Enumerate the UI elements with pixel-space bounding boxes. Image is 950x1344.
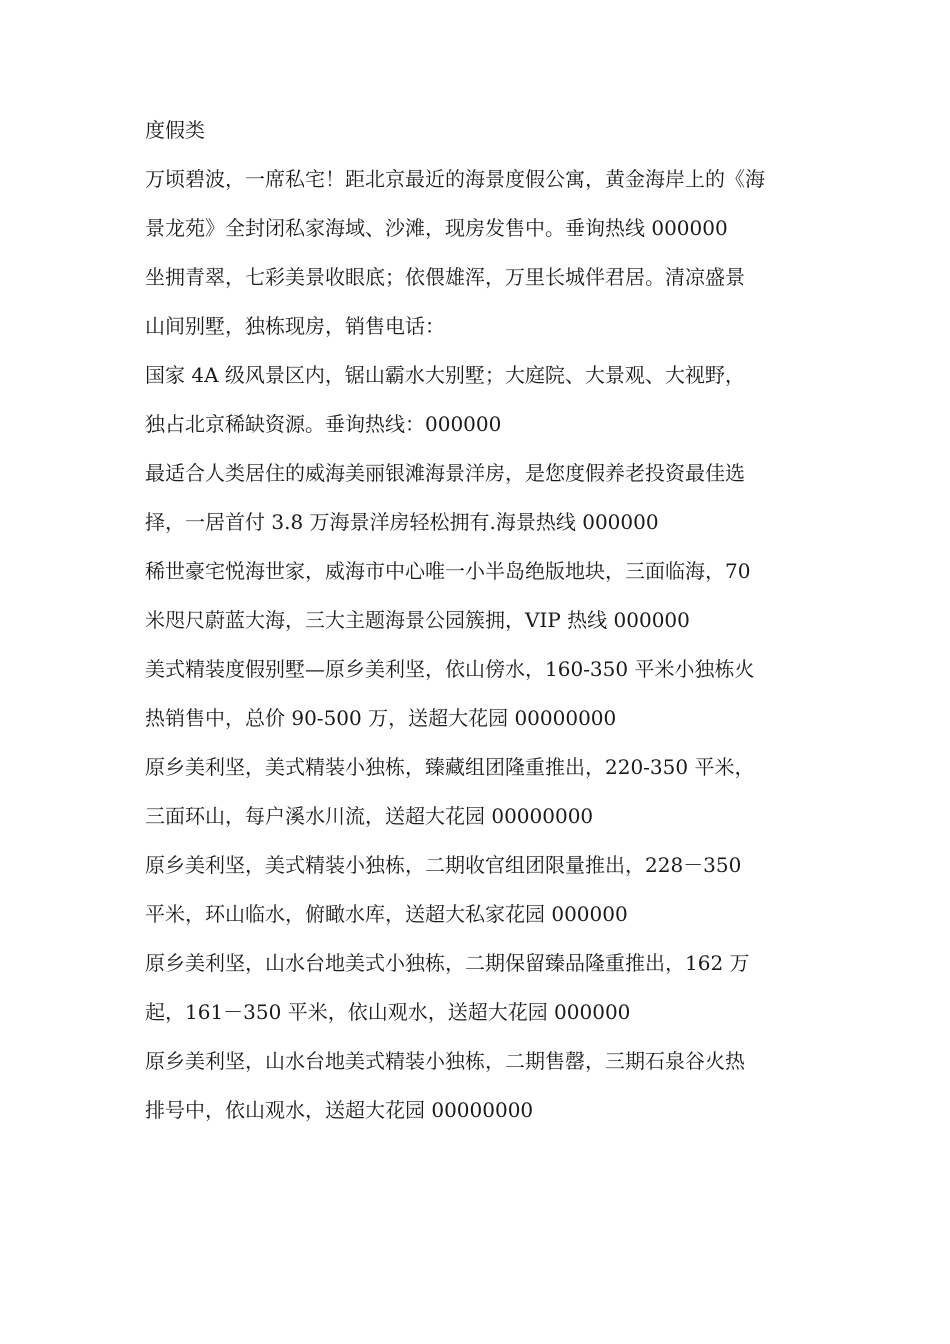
listing-paragraph xyxy=(145,853,815,927)
listing-line: 平米，环山临水，俯瞰水库，送超大私家花园 000000 xyxy=(145,902,628,926)
document-heading: 度假类 xyxy=(145,118,205,142)
listing-paragraph xyxy=(145,755,815,829)
listing-line: 万顷碧波，一席私宅！距北京最近的海景度假公寓，黄金海岸上的《海 xyxy=(145,167,765,191)
listing-line: 美式精装度假别墅—原乡美利坚，依山傍水，160-350 平米小独栋火 xyxy=(145,657,755,681)
listing-paragraph xyxy=(145,657,815,731)
listing-paragraph xyxy=(145,363,815,437)
listing-paragraph xyxy=(145,167,815,241)
listing-line: 起，161－350 平米，依山观水，送超大花园 000000 xyxy=(145,1000,631,1024)
listing-line: 最适合人类居住的威海美丽银滩海景洋房，是您度假养老投资最佳选 xyxy=(145,461,745,485)
listing-line: 坐拥青翠，七彩美景收眼底；依偎雄浑，万里长城伴君居。清凉盛景 xyxy=(145,265,745,289)
listing-line: 三面环山，每户溪水川流，送超大花园 00000000 xyxy=(145,804,594,828)
listing-paragraph xyxy=(145,265,815,339)
listing-line: 景龙苑》全封闭私家海域、沙滩，现房发售中。垂询热线 000000 xyxy=(145,216,728,240)
listing-paragraph xyxy=(145,461,815,535)
listing-line: 原乡美利坚，山水台地美式小独栋，二期保留臻品隆重推出，162 万 xyxy=(145,951,750,975)
listing-line: 国家 4A 级风景区内，锯山霸水大别墅；大庭院、大景观、大视野， xyxy=(145,363,745,387)
listing-line: 原乡美利坚，美式精装小独栋，二期收官组团限量推出，228－350 xyxy=(145,853,742,877)
listing-paragraph xyxy=(145,559,815,633)
listing-line: 原乡美利坚，美式精装小独栋，臻藏组团隆重推出，220-350 平米， xyxy=(145,755,755,779)
listing-paragraph xyxy=(145,1049,815,1123)
listing-line: 稀世豪宅悦海世家，威海市中心唯一小半岛绝版地块，三面临海，70 xyxy=(145,559,751,583)
listing-line: 独占北京稀缺资源。垂询热线：000000 xyxy=(145,412,502,436)
listing-line: 热销售中，总价 90-500 万，送超大花园 00000000 xyxy=(145,706,617,730)
listing-line: 择，一居首付 3.8 万海景洋房轻松拥有.海景热线 000000 xyxy=(145,510,659,534)
document-body xyxy=(145,118,815,1147)
listing-line: 原乡美利坚，山水台地美式精装小独栋，二期售罄，三期石泉谷火热 xyxy=(145,1049,745,1073)
listing-paragraph xyxy=(145,951,815,1025)
listing-line: 排号中，依山观水，送超大花园 00000000 xyxy=(145,1098,534,1122)
listing-line: 山间别墅，独栋现房，销售电话： xyxy=(145,314,445,338)
listing-line: 米咫尺蔚蓝大海，三大主题海景公园簇拥，VIP 热线 000000 xyxy=(145,608,690,632)
